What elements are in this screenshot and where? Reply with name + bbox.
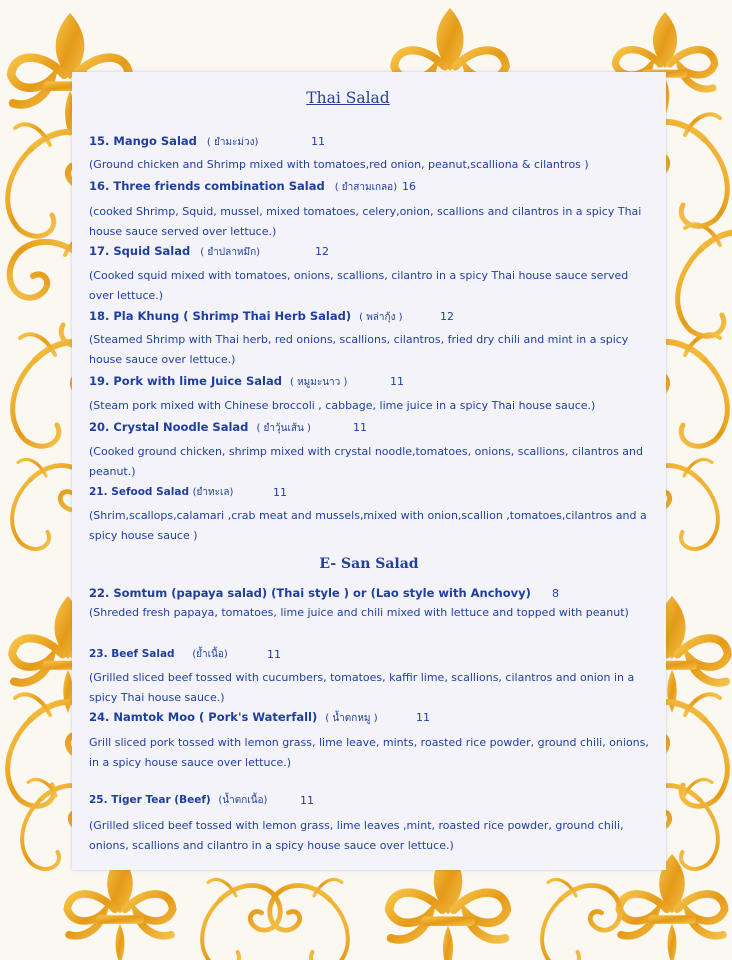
item-name: 15. Mango Salad	[89, 134, 197, 148]
menu-item-title	[89, 647, 228, 662]
item-description: (Cooked ground chicken, shrimp mixed with crystal noodle,tomatoes, onions, scallions, cilantros and peanut.)	[89, 445, 644, 478]
menu-item-title	[89, 134, 258, 150]
item-price: 11	[390, 375, 404, 388]
item-price: 11	[353, 421, 367, 434]
item-description: Grill sliced pork tossed with lemon grass, lime leave, mints, roasted rice powder, ground chili, onions, in a spicy house sauce over lettuce.)	[89, 736, 649, 769]
menu-item-title	[89, 485, 233, 500]
item-description: (Steamed Shrimp with Thai herb, red onions, scallions, cilantros, fried dry chili and mint in a spicy house sauce over lettuce.)	[89, 333, 629, 366]
menu-item-title	[89, 179, 397, 195]
item-name: 22. Somtum (papaya salad) (Thai style ) or (Lao style with Anchovy)	[89, 586, 531, 600]
item-name: 19. Pork with lime Juice Salad	[89, 374, 282, 388]
menu-card	[72, 72, 666, 870]
page-title: Thai Salad	[306, 89, 390, 107]
item-price: 11	[416, 711, 430, 724]
menu-item-title	[89, 374, 347, 390]
item-description: (cooked Shrimp, Squid, mussel, mixed tomatoes, celery,onion, scallions and cilantros in a spicy Thai house sauce served over lettuce.)	[89, 205, 642, 238]
item-thai-name: ( ยำมะม่วง)	[206, 137, 259, 148]
item-price: 12	[315, 245, 329, 258]
item-price: 16	[402, 180, 416, 193]
item-price: 11	[311, 135, 325, 148]
item-price: 12	[440, 310, 454, 323]
item-thai-name: ( ยำวุ้นเส้น )	[256, 423, 311, 434]
item-name: 23. Beef Salad	[89, 648, 175, 660]
item-price: 11	[273, 486, 287, 499]
item-description: (Grilled sliced beef tossed with cucumbers, tomatoes, kaffir lime, scallions, cilantros and onion in a spicy Thai house sauce.)	[89, 671, 635, 704]
item-description: (Grilled sliced beef tossed with lemon grass, lime leaves ,mint, roasted rice powder, ground chili, onions, scallions and cilantro in a spicy house sauce over lettuce.)	[89, 819, 624, 852]
item-description: (Shreded fresh papaya, tomatoes, lime juice and chili mixed with lettuce and topped with peanut)	[89, 606, 629, 619]
item-thai-name: ( น้ำตกหมู )	[325, 713, 378, 724]
item-price: 11	[267, 648, 281, 661]
item-thai-name: (ย้ำเนื้อ)	[192, 649, 228, 660]
menu-item-title	[89, 793, 267, 808]
item-name: 17. Squid Salad	[89, 244, 191, 258]
item-name: 25. Tiger Tear (Beef)	[89, 794, 211, 806]
item-price: 8	[552, 587, 559, 600]
item-name: 20. Crystal Noodle Salad	[89, 420, 249, 434]
item-name: 18. Pla Khung ( Shrimp Thai Herb Salad)	[89, 309, 352, 323]
item-name: 21. Sefood Salad	[89, 486, 189, 498]
menu-item-title	[89, 244, 260, 260]
menu-item-title	[89, 586, 531, 600]
section-heading: E- San Salad	[319, 556, 419, 572]
item-description: (Ground chicken and Shrimp mixed with tomatoes,red onion, peanut,scalliona & cilantros )	[89, 158, 589, 171]
item-name: 24. Namtok Moo ( Pork's Waterfall)	[89, 710, 318, 724]
menu-item-title	[89, 420, 311, 436]
item-name: 16. Three friends combination Salad	[89, 179, 325, 193]
menu-item-title	[89, 309, 403, 325]
item-thai-name: ( ยำปลาหมึก)	[200, 247, 261, 258]
item-thai-name: (ยำทะเล)	[192, 487, 234, 498]
item-description: (Cooked squid mixed with tomatoes, onions, scallions, cilantro in a spicy Thai house sauce served over lettuce.)	[89, 269, 629, 302]
item-thai-name: ( ยำสามเกลอ)	[334, 182, 398, 193]
item-price: 11	[300, 794, 314, 807]
item-description: (Steam pork mixed with Chinese broccoli , cabbage, lime juice in a spicy Thai house sauce.)	[89, 399, 596, 412]
item-thai-name: ( พล่ากุ้ง )	[359, 312, 403, 323]
menu-item-title	[89, 710, 378, 726]
item-thai-name: ( หมูมะนาว )	[289, 377, 348, 388]
item-thai-name: (น้ำตกเนื้อ)	[218, 795, 268, 806]
item-description: (Shrim,scallops,calamari ,crab meat and mussels,mixed with onion,scallion ,tomatoes,cilantros and a spicy house sauce )	[89, 509, 647, 542]
